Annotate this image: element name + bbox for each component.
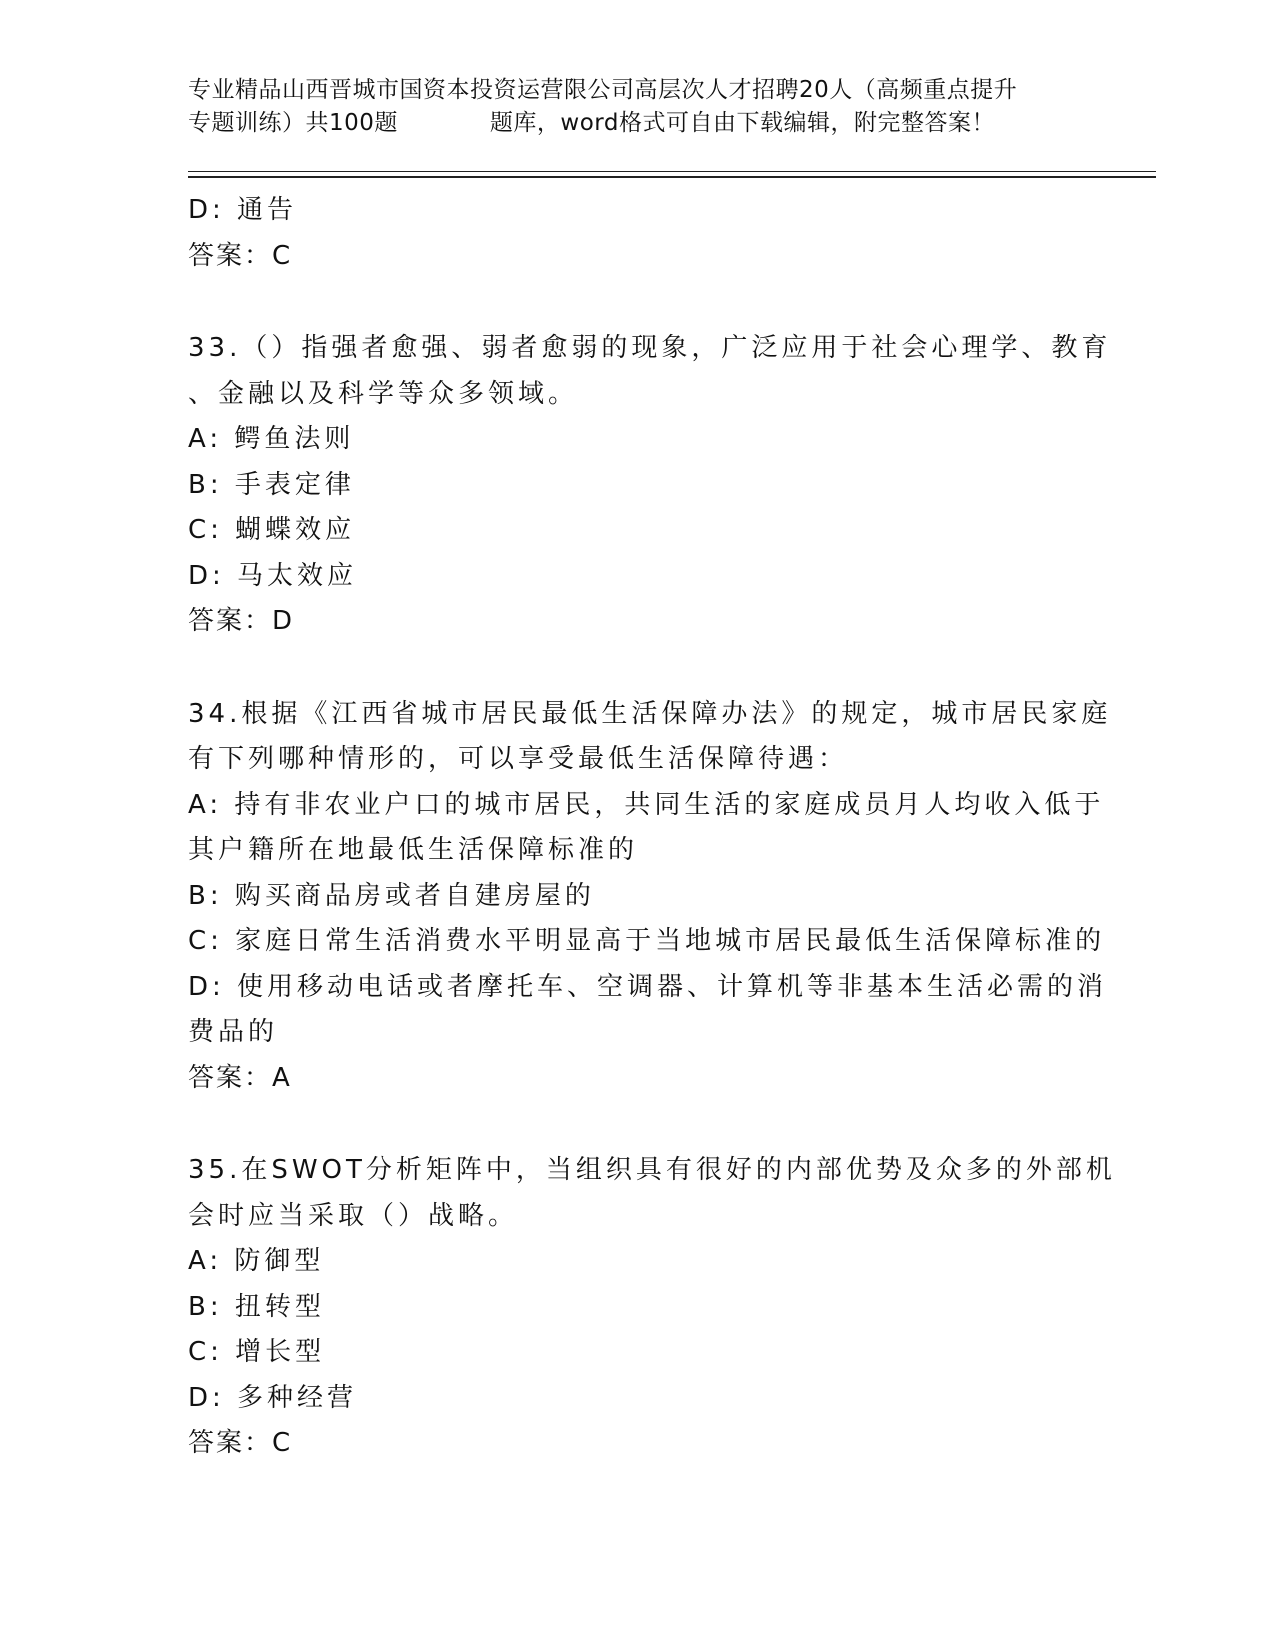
option-b: B: 购买商品房或者自建房屋的 xyxy=(188,880,595,911)
answer-line: 答案：D xyxy=(188,606,295,636)
option-c: C: 蝴蝶效应 xyxy=(188,515,356,545)
option-d: D: 通告 xyxy=(188,195,298,225)
question-content xyxy=(188,188,1116,1467)
header-title-line-2b: 题库，word格式可自由下载编辑，附完整答案！ xyxy=(489,110,995,136)
option-c: C: 家庭日常生活消费水平明显高于当地城市居民最低生活保障标准的 xyxy=(188,926,1106,956)
question-35 xyxy=(188,1148,1116,1467)
header-divider-thin xyxy=(188,171,1156,172)
question-stem-line: 会时应当采取（）战略。 xyxy=(188,1200,519,1231)
option-d: D: 马太效应 xyxy=(188,560,358,591)
header-divider-thick xyxy=(188,176,1156,178)
option-a: A: 防御型 xyxy=(188,1246,325,1276)
previous-question-tail xyxy=(188,188,1088,279)
option-c: C: 增长型 xyxy=(188,1337,326,1367)
question-stem-line: 35.在SWOT分析矩阵中，当组织具有很好的内部优势及众多的外部机 xyxy=(188,1155,1116,1185)
question-33 xyxy=(188,326,1112,645)
page-header xyxy=(188,74,1088,140)
header-title-line-2a: 专题训练）共100题 xyxy=(188,110,398,136)
answer-line: 答案：C xyxy=(188,240,293,271)
question-stem-line: 33.（）指强者愈强、弱者愈弱的现象，广泛应用于社会心理学、教育 xyxy=(188,333,1112,363)
option-d: D: 使用移动电话或者摩托车、空调器、计算机等非基本生活必需的消 xyxy=(188,971,1108,1002)
question-stem-line: 34.根据《江西省城市居民最低生活保障办法》的规定，城市居民家庭 xyxy=(188,698,1112,729)
option-d: D: 多种经营 xyxy=(188,1382,358,1413)
option-b: B: 扭转型 xyxy=(188,1291,325,1322)
option-a: A: 持有非农业户口的城市居民，共同生活的家庭成员月人均收入低于 xyxy=(188,789,1105,820)
header-title-line-2 xyxy=(188,107,1088,140)
option-d-continued: 费品的 xyxy=(188,1017,279,1047)
option-a: A: 鳄鱼法则 xyxy=(188,424,355,454)
option-b: B: 手表定律 xyxy=(188,469,355,500)
question-stem-line: 、金融以及科学等众多领域。 xyxy=(188,378,579,409)
header-title-line-1: 专业精品山西晋城市国资本投资运营限公司高层次人才招聘20人（高频重点提升 xyxy=(188,77,1018,103)
option-a-continued: 其户籍所在地最低生活保障标准的 xyxy=(188,835,639,865)
answer-line: 答案：C xyxy=(188,1428,293,1458)
answer-line: 答案：A xyxy=(188,1062,292,1093)
question-stem-line: 有下列哪种情形的，可以享受最低生活保障待遇： xyxy=(188,744,849,774)
question-34 xyxy=(188,692,1112,1102)
